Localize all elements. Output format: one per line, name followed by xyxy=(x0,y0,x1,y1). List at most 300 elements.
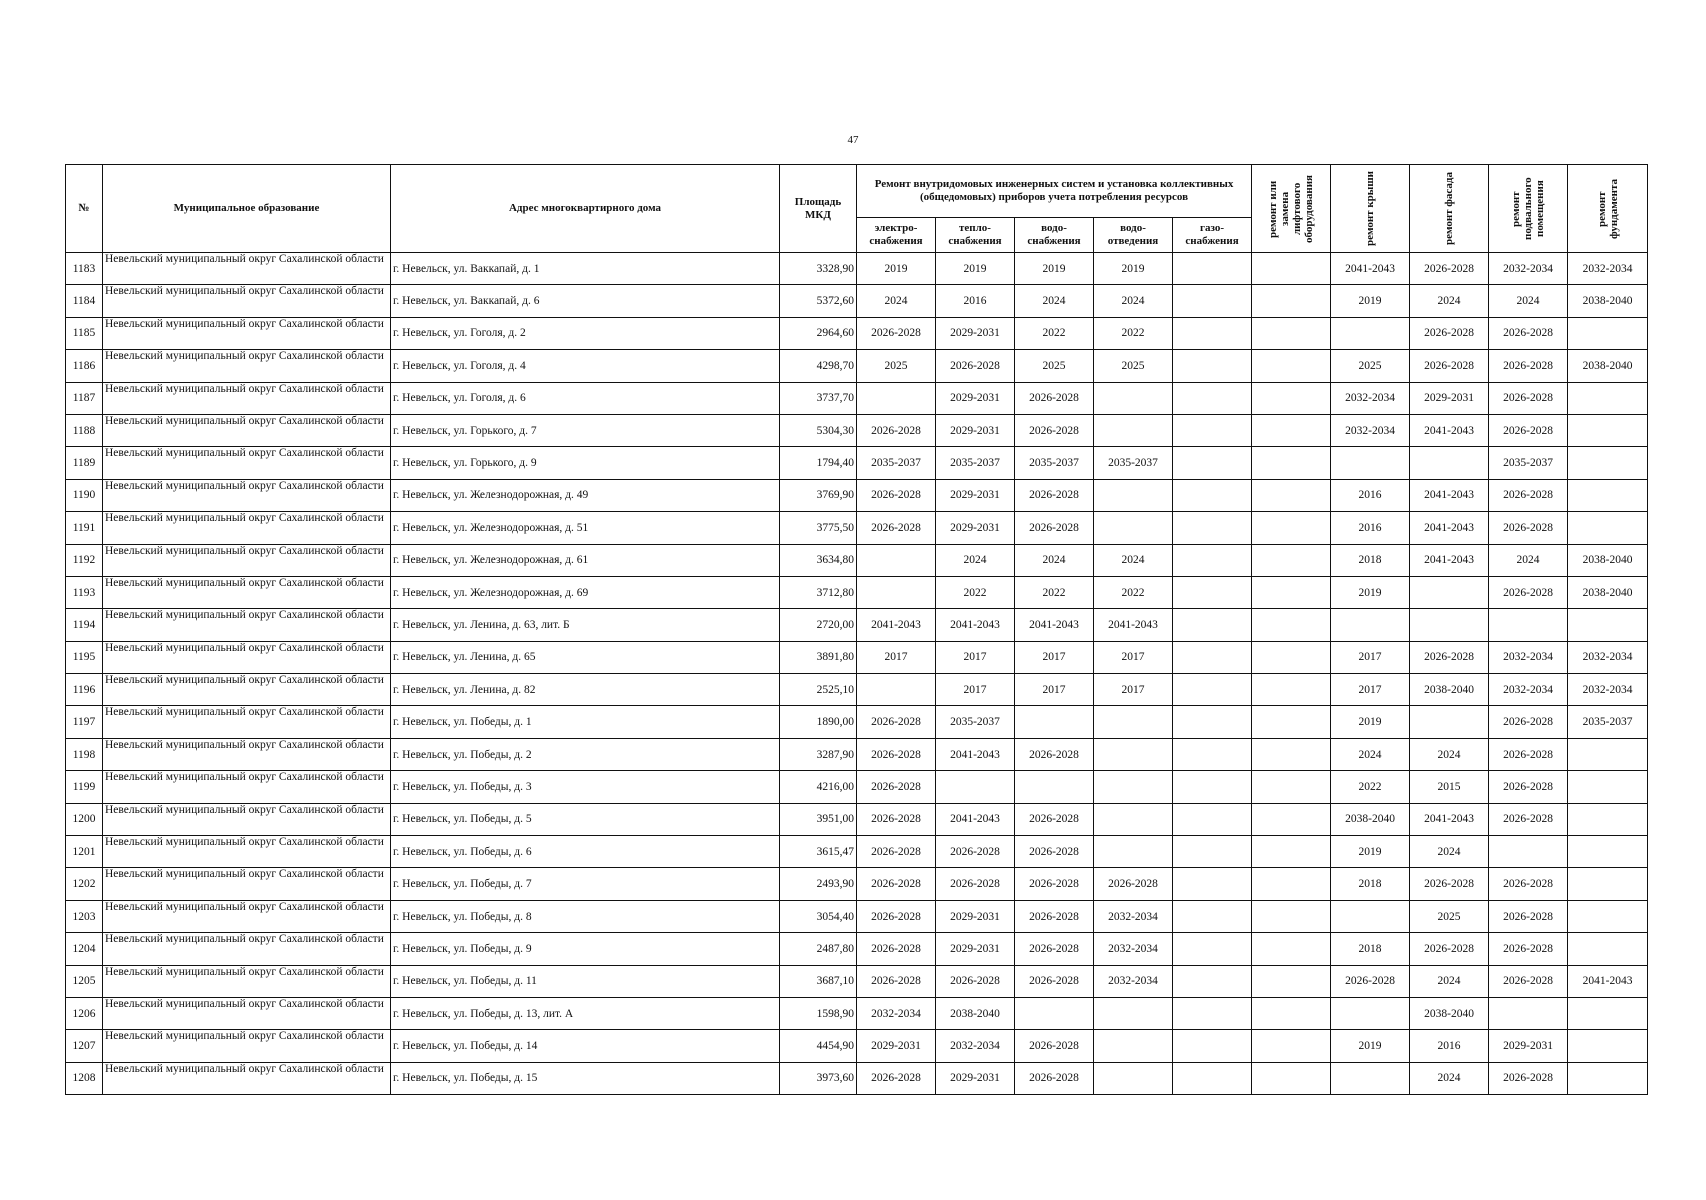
sewer-cell xyxy=(1094,414,1173,446)
row-number: 1204 xyxy=(66,933,103,965)
basement-cell xyxy=(1489,997,1568,1029)
address-cell: г. Невельск, ул. Победы, д. 3 xyxy=(391,771,780,803)
gas-cell xyxy=(1173,414,1252,446)
elevator-cell xyxy=(1252,965,1331,997)
elevator-cell xyxy=(1252,447,1331,479)
facade-cell: 2041-2043 xyxy=(1410,479,1489,511)
roof-cell: 2022 xyxy=(1331,771,1410,803)
sewer-cell: 2026-2028 xyxy=(1094,868,1173,900)
col-municipality-header: Муниципальное образование xyxy=(103,165,391,253)
elevator-cell xyxy=(1252,512,1331,544)
water-cell: 2041-2043 xyxy=(1015,609,1094,641)
row-number: 1193 xyxy=(66,576,103,608)
water-cell: 2026-2028 xyxy=(1015,738,1094,770)
gas-cell xyxy=(1173,674,1252,706)
elevator-cell xyxy=(1252,836,1331,868)
facade-cell: 2024 xyxy=(1410,965,1489,997)
sewer-cell xyxy=(1094,1030,1173,1062)
sewer-cell: 2022 xyxy=(1094,576,1173,608)
water-cell: 2019 xyxy=(1015,253,1094,285)
facade-cell: 2041-2043 xyxy=(1410,544,1489,576)
roof-cell: 2016 xyxy=(1331,512,1410,544)
gas-cell xyxy=(1173,965,1252,997)
area-cell: 2487,80 xyxy=(780,933,857,965)
facade-cell: 2026-2028 xyxy=(1410,933,1489,965)
gas-cell xyxy=(1173,836,1252,868)
heat-cell: 2019 xyxy=(936,253,1015,285)
gas-cell xyxy=(1173,803,1252,835)
water-cell: 2026-2028 xyxy=(1015,836,1094,868)
foundation-cell xyxy=(1568,447,1648,479)
row-number: 1195 xyxy=(66,641,103,673)
foundation-cell: 2038-2040 xyxy=(1568,544,1648,576)
gas-cell xyxy=(1173,868,1252,900)
municipality-cell: Невельский муниципальный округ Сахалинской области xyxy=(103,253,391,285)
basement-cell xyxy=(1489,609,1568,641)
row-number: 1203 xyxy=(66,900,103,932)
sewer-cell: 2017 xyxy=(1094,674,1173,706)
heat-cell: 2035-2037 xyxy=(936,447,1015,479)
electric-cell xyxy=(857,382,936,414)
gas-cell xyxy=(1173,1030,1252,1062)
sewer-cell: 2022 xyxy=(1094,317,1173,349)
table-header xyxy=(66,165,1648,253)
basement-cell: 2026-2028 xyxy=(1489,382,1568,414)
area-cell: 3615,47 xyxy=(780,836,857,868)
table-row xyxy=(66,803,1648,835)
address-cell: г. Невельск, ул. Победы, д. 5 xyxy=(391,803,780,835)
roof-cell: 2032-2034 xyxy=(1331,382,1410,414)
area-cell: 3951,00 xyxy=(780,803,857,835)
foundation-cell xyxy=(1568,933,1648,965)
municipality-cell: Невельский муниципальный округ Сахалинской области xyxy=(103,997,391,1029)
area-cell: 3891,80 xyxy=(780,641,857,673)
foundation-cell: 2038-2040 xyxy=(1568,576,1648,608)
foundation-cell xyxy=(1568,738,1648,770)
elevator-cell xyxy=(1252,674,1331,706)
facade-cell xyxy=(1410,447,1489,479)
foundation-cell xyxy=(1568,479,1648,511)
address-cell: г. Невельск, ул. Ленина, д. 65 xyxy=(391,641,780,673)
basement-cell: 2026-2028 xyxy=(1489,317,1568,349)
heat-cell: 2029-2031 xyxy=(936,512,1015,544)
col-gas-header: газо-снабжения xyxy=(1173,217,1252,252)
elevator-cell xyxy=(1252,738,1331,770)
table-row xyxy=(66,836,1648,868)
gas-cell xyxy=(1173,350,1252,382)
municipality-cell: Невельский муниципальный округ Сахалинской области xyxy=(103,1030,391,1062)
col-sewer-header: водо-отведения xyxy=(1094,217,1173,252)
address-cell: г. Невельск, ул. Победы, д. 1 xyxy=(391,706,780,738)
heat-cell: 2041-2043 xyxy=(936,738,1015,770)
elevator-cell xyxy=(1252,253,1331,285)
table-row xyxy=(66,674,1648,706)
heat-cell: 2017 xyxy=(936,641,1015,673)
electric-cell: 2029-2031 xyxy=(857,1030,936,1062)
roof-cell: 2019 xyxy=(1331,836,1410,868)
roof-cell: 2019 xyxy=(1331,285,1410,317)
water-cell: 2024 xyxy=(1015,544,1094,576)
address-cell: г. Невельск, ул. Ваккапай, д. 6 xyxy=(391,285,780,317)
heat-cell: 2029-2031 xyxy=(936,1062,1015,1094)
municipality-cell: Невельский муниципальный округ Сахалинской области xyxy=(103,350,391,382)
area-cell: 1598,90 xyxy=(780,997,857,1029)
facade-cell: 2026-2028 xyxy=(1410,317,1489,349)
foundation-cell xyxy=(1568,382,1648,414)
row-number: 1199 xyxy=(66,771,103,803)
municipality-cell: Невельский муниципальный округ Сахалинской области xyxy=(103,771,391,803)
row-number: 1194 xyxy=(66,609,103,641)
heat-cell: 2029-2031 xyxy=(936,933,1015,965)
address-cell: г. Невельск, ул. Победы, д. 11 xyxy=(391,965,780,997)
table-row xyxy=(66,706,1648,738)
heat-cell: 2016 xyxy=(936,285,1015,317)
foundation-cell xyxy=(1568,803,1648,835)
col-water-header: водо-снабжения xyxy=(1015,217,1094,252)
foundation-cell xyxy=(1568,609,1648,641)
basement-cell: 2032-2034 xyxy=(1489,641,1568,673)
municipality-cell: Невельский муниципальный округ Сахалинской области xyxy=(103,868,391,900)
gas-cell xyxy=(1173,997,1252,1029)
sewer-cell xyxy=(1094,1062,1173,1094)
electric-cell: 2026-2028 xyxy=(857,512,936,544)
table-row xyxy=(66,576,1648,608)
water-cell: 2026-2028 xyxy=(1015,512,1094,544)
row-number: 1200 xyxy=(66,803,103,835)
electric-cell: 2026-2028 xyxy=(857,738,936,770)
row-number: 1196 xyxy=(66,674,103,706)
water-cell: 2022 xyxy=(1015,317,1094,349)
sewer-cell xyxy=(1094,803,1173,835)
water-cell: 2022 xyxy=(1015,576,1094,608)
electric-cell: 2026-2028 xyxy=(857,1062,936,1094)
foundation-cell xyxy=(1568,771,1648,803)
gas-cell xyxy=(1173,382,1252,414)
area-cell: 2964,60 xyxy=(780,317,857,349)
water-cell: 2026-2028 xyxy=(1015,1062,1094,1094)
elevator-cell xyxy=(1252,479,1331,511)
municipality-cell: Невельский муниципальный округ Сахалинской области xyxy=(103,900,391,932)
address-cell: г. Невельск, ул. Ленина, д. 63, лит. Б xyxy=(391,609,780,641)
gas-cell xyxy=(1173,706,1252,738)
area-cell: 5372,60 xyxy=(780,285,857,317)
heat-cell: 2024 xyxy=(936,544,1015,576)
electric-cell: 2026-2028 xyxy=(857,317,936,349)
address-cell: г. Невельск, ул. Ваккапай, д. 1 xyxy=(391,253,780,285)
foundation-cell xyxy=(1568,900,1648,932)
sewer-cell: 2041-2043 xyxy=(1094,609,1173,641)
roof-cell: 2026-2028 xyxy=(1331,965,1410,997)
area-cell: 3634,80 xyxy=(780,544,857,576)
gas-cell xyxy=(1173,285,1252,317)
facade-cell xyxy=(1410,576,1489,608)
area-cell: 1890,00 xyxy=(780,706,857,738)
municipality-cell: Невельский муниципальный округ Сахалинской области xyxy=(103,609,391,641)
capital-repair-table xyxy=(65,164,1648,1095)
municipality-cell: Невельский муниципальный округ Сахалинской области xyxy=(103,285,391,317)
municipality-cell: Невельский муниципальный округ Сахалинской области xyxy=(103,382,391,414)
col-basement-header: ремонт подвального помещения xyxy=(1489,165,1568,253)
elevator-cell xyxy=(1252,706,1331,738)
row-number: 1191 xyxy=(66,512,103,544)
water-cell xyxy=(1015,997,1094,1029)
heat-cell: 2017 xyxy=(936,674,1015,706)
facade-cell xyxy=(1410,609,1489,641)
water-cell: 2026-2028 xyxy=(1015,868,1094,900)
foundation-cell: 2032-2034 xyxy=(1568,641,1648,673)
heat-cell: 2026-2028 xyxy=(936,350,1015,382)
elevator-cell xyxy=(1252,382,1331,414)
roof-cell xyxy=(1331,1062,1410,1094)
electric-cell: 2025 xyxy=(857,350,936,382)
foundation-cell xyxy=(1568,317,1648,349)
address-cell: г. Невельск, ул. Победы, д. 14 xyxy=(391,1030,780,1062)
area-cell: 1794,40 xyxy=(780,447,857,479)
facade-cell: 2015 xyxy=(1410,771,1489,803)
heat-cell: 2029-2031 xyxy=(936,414,1015,446)
elevator-cell xyxy=(1252,868,1331,900)
area-cell: 3769,90 xyxy=(780,479,857,511)
address-cell: г. Невельск, ул. Победы, д. 13, лит. А xyxy=(391,997,780,1029)
table-row xyxy=(66,350,1648,382)
facade-cell: 2024 xyxy=(1410,836,1489,868)
basement-cell: 2026-2028 xyxy=(1489,512,1568,544)
roof-cell: 2019 xyxy=(1331,576,1410,608)
facade-cell xyxy=(1410,706,1489,738)
municipality-cell: Невельский муниципальный округ Сахалинской области xyxy=(103,738,391,770)
facade-cell: 2026-2028 xyxy=(1410,868,1489,900)
table-row xyxy=(66,641,1648,673)
elevator-cell xyxy=(1252,803,1331,835)
electric-cell: 2035-2037 xyxy=(857,447,936,479)
row-number: 1190 xyxy=(66,479,103,511)
roof-cell: 2016 xyxy=(1331,479,1410,511)
water-cell: 2017 xyxy=(1015,641,1094,673)
roof-cell: 2018 xyxy=(1331,933,1410,965)
electric-cell: 2041-2043 xyxy=(857,609,936,641)
basement-cell: 2026-2028 xyxy=(1489,738,1568,770)
gas-cell xyxy=(1173,479,1252,511)
area-cell: 4454,90 xyxy=(780,1030,857,1062)
row-number: 1192 xyxy=(66,544,103,576)
table-row xyxy=(66,609,1648,641)
elevator-cell xyxy=(1252,641,1331,673)
water-cell: 2026-2028 xyxy=(1015,1030,1094,1062)
municipality-cell: Невельский муниципальный округ Сахалинской области xyxy=(103,317,391,349)
heat-cell: 2026-2028 xyxy=(936,868,1015,900)
water-cell: 2026-2028 xyxy=(1015,479,1094,511)
table-row xyxy=(66,1062,1648,1094)
municipality-cell: Невельский муниципальный округ Сахалинской области xyxy=(103,803,391,835)
sewer-cell: 2019 xyxy=(1094,253,1173,285)
heat-cell: 2022 xyxy=(936,576,1015,608)
foundation-cell: 2038-2040 xyxy=(1568,285,1648,317)
municipality-cell: Невельский муниципальный округ Сахалинской области xyxy=(103,479,391,511)
roof-cell xyxy=(1331,900,1410,932)
address-cell: г. Невельск, ул. Победы, д. 8 xyxy=(391,900,780,932)
facade-cell: 2041-2043 xyxy=(1410,803,1489,835)
facade-cell: 2024 xyxy=(1410,285,1489,317)
col-address-header: Адрес многоквартирного дома xyxy=(391,165,780,253)
row-number: 1208 xyxy=(66,1062,103,1094)
foundation-cell: 2035-2037 xyxy=(1568,706,1648,738)
sewer-cell: 2025 xyxy=(1094,350,1173,382)
water-cell: 2017 xyxy=(1015,674,1094,706)
area-cell: 3054,40 xyxy=(780,900,857,932)
area-cell: 2493,90 xyxy=(780,868,857,900)
roof-cell xyxy=(1331,447,1410,479)
area-cell: 3775,50 xyxy=(780,512,857,544)
elevator-cell xyxy=(1252,771,1331,803)
area-cell: 3687,10 xyxy=(780,965,857,997)
address-cell: г. Невельск, ул. Победы, д. 9 xyxy=(391,933,780,965)
foundation-cell xyxy=(1568,1030,1648,1062)
water-cell: 2026-2028 xyxy=(1015,900,1094,932)
area-cell: 3712,80 xyxy=(780,576,857,608)
electric-cell xyxy=(857,576,936,608)
facade-cell: 2024 xyxy=(1410,738,1489,770)
area-cell: 4298,70 xyxy=(780,350,857,382)
basement-cell: 2026-2028 xyxy=(1489,965,1568,997)
table-row xyxy=(66,414,1648,446)
heat-cell xyxy=(936,771,1015,803)
facade-cell: 2038-2040 xyxy=(1410,674,1489,706)
municipality-cell: Невельский муниципальный округ Сахалинской области xyxy=(103,447,391,479)
row-number: 1197 xyxy=(66,706,103,738)
basement-cell: 2024 xyxy=(1489,544,1568,576)
basement-cell: 2026-2028 xyxy=(1489,933,1568,965)
heat-cell: 2029-2031 xyxy=(936,479,1015,511)
gas-cell xyxy=(1173,771,1252,803)
municipality-cell: Невельский муниципальный округ Сахалинской области xyxy=(103,706,391,738)
foundation-cell xyxy=(1568,512,1648,544)
municipality-cell: Невельский муниципальный округ Сахалинской области xyxy=(103,641,391,673)
municipality-cell: Невельский муниципальный округ Сахалинской области xyxy=(103,512,391,544)
sewer-cell xyxy=(1094,771,1173,803)
roof-cell: 2038-2040 xyxy=(1331,803,1410,835)
address-cell: г. Невельск, ул. Победы, д. 15 xyxy=(391,1062,780,1094)
row-number: 1186 xyxy=(66,350,103,382)
foundation-cell: 2041-2043 xyxy=(1568,965,1648,997)
col-roof-header: ремонт крыши xyxy=(1331,165,1410,253)
table-row xyxy=(66,512,1648,544)
elevator-cell xyxy=(1252,414,1331,446)
basement-cell: 2026-2028 xyxy=(1489,803,1568,835)
electric-cell: 2026-2028 xyxy=(857,414,936,446)
electric-cell: 2019 xyxy=(857,253,936,285)
basement-cell: 2026-2028 xyxy=(1489,350,1568,382)
gas-cell xyxy=(1173,544,1252,576)
address-cell: г. Невельск, ул. Гоголя, д. 4 xyxy=(391,350,780,382)
address-cell: г. Невельск, ул. Железнодорожная, д. 61 xyxy=(391,544,780,576)
electric-cell: 2026-2028 xyxy=(857,803,936,835)
basement-cell: 2026-2028 xyxy=(1489,900,1568,932)
roof-cell: 2018 xyxy=(1331,544,1410,576)
sewer-cell xyxy=(1094,512,1173,544)
sewer-cell xyxy=(1094,836,1173,868)
engineering-group-header: Ремонт внутридомовых инженерных систем и установка коллективных (общедомовых) приборов учета потребления ресурсов xyxy=(857,165,1252,218)
col-foundation-header: ремонт фундамента xyxy=(1568,165,1648,253)
facade-cell: 2038-2040 xyxy=(1410,997,1489,1029)
heat-cell: 2038-2040 xyxy=(936,997,1015,1029)
table-row xyxy=(66,382,1648,414)
municipality-cell: Невельский муниципальный округ Сахалинской области xyxy=(103,414,391,446)
foundation-cell xyxy=(1568,836,1648,868)
water-cell: 2025 xyxy=(1015,350,1094,382)
basement-cell: 2026-2028 xyxy=(1489,576,1568,608)
foundation-cell xyxy=(1568,414,1648,446)
gas-cell xyxy=(1173,317,1252,349)
table-row xyxy=(66,317,1648,349)
table-row xyxy=(66,933,1648,965)
roof-cell: 2024 xyxy=(1331,738,1410,770)
foundation-cell: 2032-2034 xyxy=(1568,674,1648,706)
water-cell: 2024 xyxy=(1015,285,1094,317)
col-facade-header: ремонт фасада xyxy=(1410,165,1489,253)
page-number: 47 xyxy=(847,134,859,146)
facade-cell: 2024 xyxy=(1410,1062,1489,1094)
roof-cell: 2019 xyxy=(1331,706,1410,738)
table-body xyxy=(66,253,1648,1095)
facade-cell: 2016 xyxy=(1410,1030,1489,1062)
row-number: 1189 xyxy=(66,447,103,479)
heat-cell: 2041-2043 xyxy=(936,803,1015,835)
sewer-cell: 2024 xyxy=(1094,544,1173,576)
electric-cell: 2026-2028 xyxy=(857,965,936,997)
sewer-cell: 2035-2037 xyxy=(1094,447,1173,479)
row-number: 1187 xyxy=(66,382,103,414)
area-cell: 2720,00 xyxy=(780,609,857,641)
basement-cell: 2026-2028 xyxy=(1489,1062,1568,1094)
municipality-cell: Невельский муниципальный округ Сахалинской области xyxy=(103,544,391,576)
table-row xyxy=(66,544,1648,576)
roof-cell xyxy=(1331,609,1410,641)
municipality-cell: Невельский муниципальный округ Сахалинской области xyxy=(103,933,391,965)
area-cell: 5304,30 xyxy=(780,414,857,446)
gas-cell xyxy=(1173,576,1252,608)
area-cell: 3737,70 xyxy=(780,382,857,414)
water-cell xyxy=(1015,771,1094,803)
row-number: 1207 xyxy=(66,1030,103,1062)
gas-cell xyxy=(1173,447,1252,479)
table-row xyxy=(66,253,1648,285)
area-cell: 3287,90 xyxy=(780,738,857,770)
sewer-cell: 2017 xyxy=(1094,641,1173,673)
table-row xyxy=(66,900,1648,932)
electric-cell: 2026-2028 xyxy=(857,868,936,900)
elevator-cell xyxy=(1252,997,1331,1029)
table-row xyxy=(66,965,1648,997)
row-number: 1201 xyxy=(66,836,103,868)
heat-cell: 2029-2031 xyxy=(936,317,1015,349)
sewer-cell xyxy=(1094,706,1173,738)
electric-cell: 2032-2034 xyxy=(857,997,936,1029)
foundation-cell xyxy=(1568,868,1648,900)
water-cell: 2035-2037 xyxy=(1015,447,1094,479)
sewer-cell xyxy=(1094,382,1173,414)
foundation-cell xyxy=(1568,997,1648,1029)
heat-cell: 2026-2028 xyxy=(936,965,1015,997)
foundation-cell xyxy=(1568,1062,1648,1094)
address-cell: г. Невельск, ул. Горького, д. 7 xyxy=(391,414,780,446)
gas-cell xyxy=(1173,641,1252,673)
facade-cell: 2026-2028 xyxy=(1410,641,1489,673)
basement-cell xyxy=(1489,836,1568,868)
water-cell: 2026-2028 xyxy=(1015,414,1094,446)
roof-cell: 2032-2034 xyxy=(1331,414,1410,446)
address-cell: г. Невельск, ул. Горького, д. 9 xyxy=(391,447,780,479)
heat-cell: 2029-2031 xyxy=(936,900,1015,932)
